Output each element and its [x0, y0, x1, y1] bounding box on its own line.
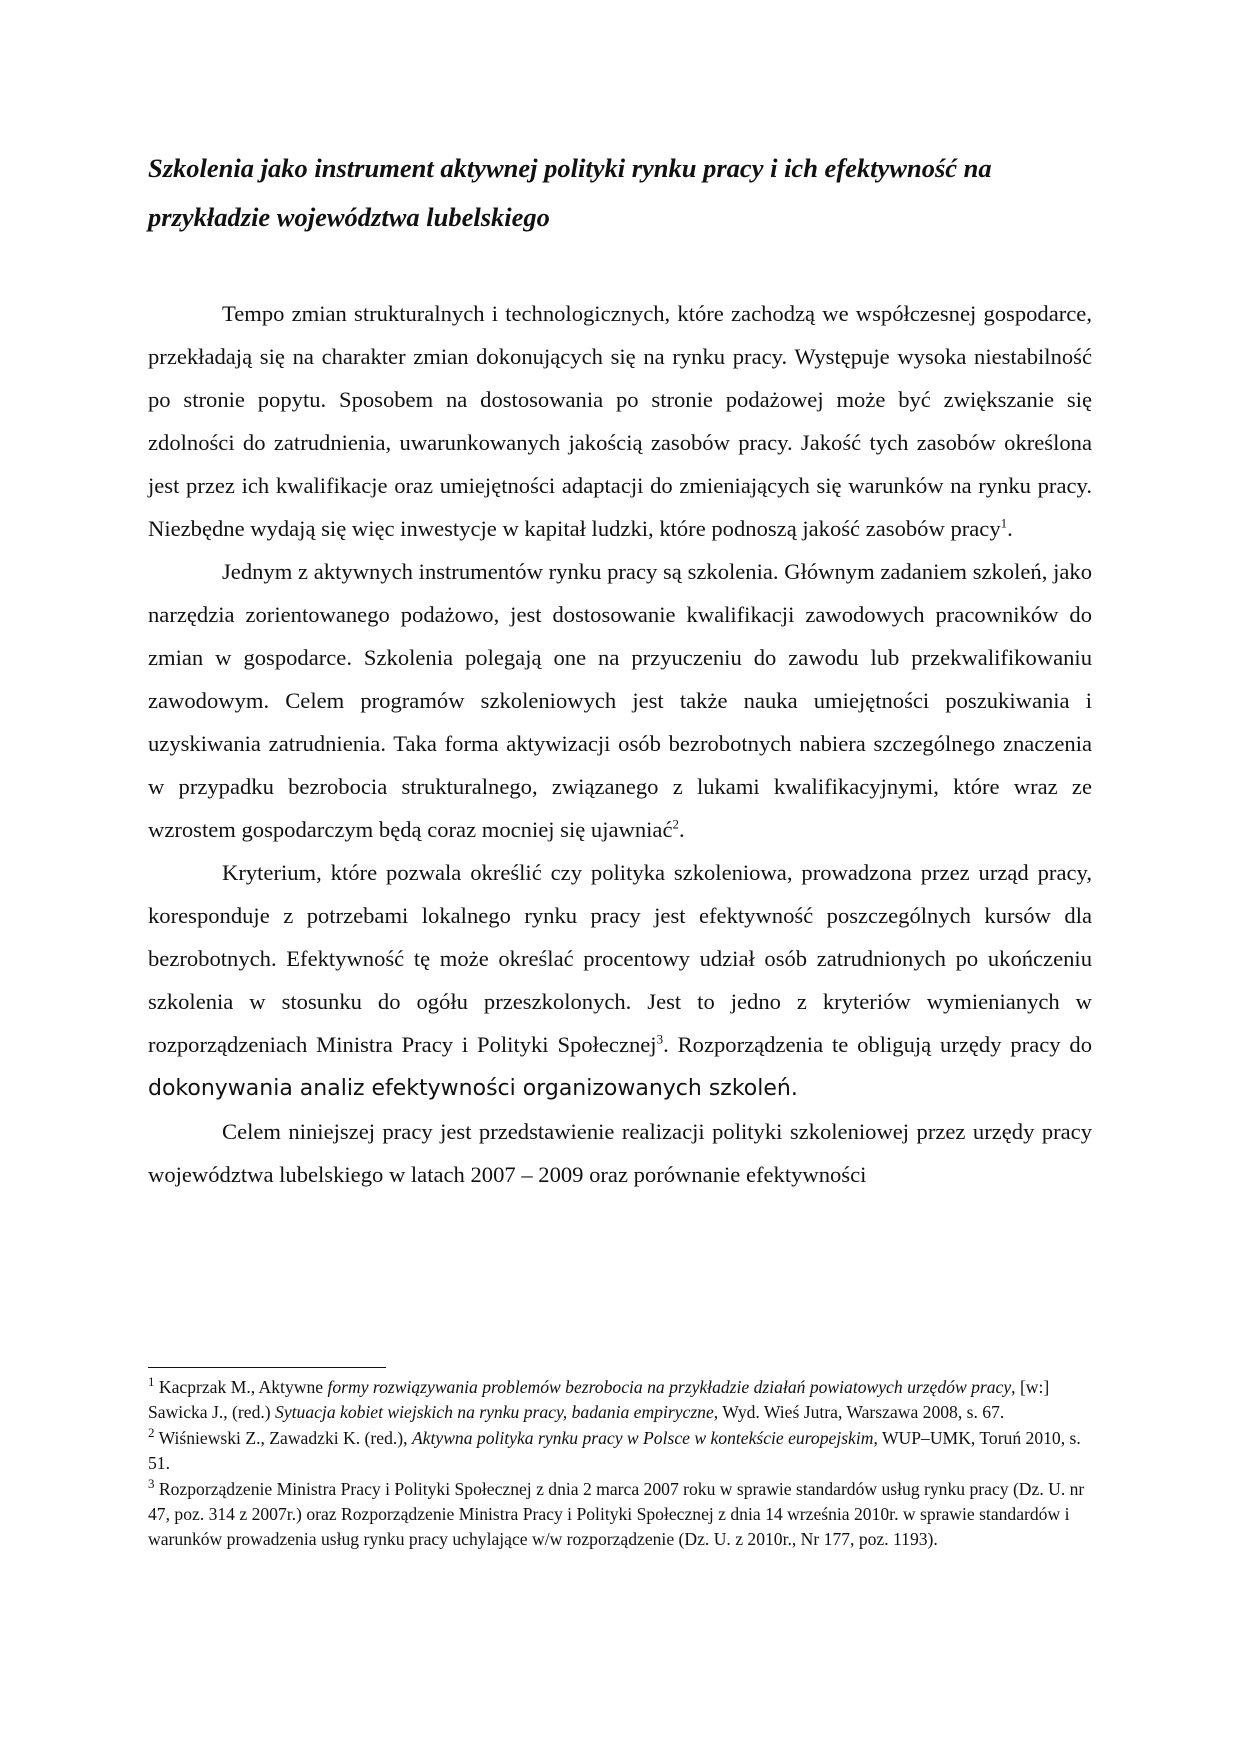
- footnote-2: [148, 1426, 1092, 1477]
- footnote-1-part-c: , [w:] Sawicka J., (red.): [148, 1377, 1050, 1423]
- footnote-1-part-a: Kacprzak M., Aktywne: [154, 1377, 328, 1397]
- paragraph-2-text: Jednym z aktywnych instrumentów rynku pracy są szkolenia. Głównym zadaniem szkoleń, jako narzędzia zorientowanego podażowo, jest dostosowanie kwalifikacji zawodowych pracowników do zmian w gospodarce. Szkolenia polegają one na przyuczeniu do zawodu lub przekwalifikowaniu zawodowym. Celem programów szkoleniowych jest także nauka umiejętności poszukiwania i uzyskiwania zatrudnienia. Taka forma aktywizacji osób bezrobotnych nabiera szczególnego znaczenia w przypadku bezrobocia strukturalnego, związanego z lukami kwalifikacyjnymi, które wraz ze wzrostem gospodarczym będą coraz mocniej się ujawniać: [148, 559, 1092, 842]
- footnote-ref-1: 1: [1000, 515, 1008, 531]
- paragraph-3-text: Kryterium, które pozwala określić czy polityka szkoleniowa, prowadzona przez urząd pracy, koresponduje z potrzebami lokalnego rynku pracy jest efektywność poszczególnych kursów dla bezrobotnych. Efektywność tę może określać procentowy udział osób zatrudnionych po ukończeniu szkolenia w stosunku do ogółu przeszkolonych. Jest to jedno z kryteriów wymienianych w rozporządzeniach Ministra Pracy i Polityki Społecznej: [148, 860, 1092, 1057]
- paragraph-4: [148, 1110, 1092, 1196]
- footnote-ref-2: 2: [672, 816, 679, 832]
- paragraph-1-text: Tempo zmian strukturalnych i technologicznych, które zachodzą we współczesnej gospodarce, przekładają się na charakter zmian dokonujących się na rynku pracy. Występuje wysoka niestabilność po stronie popytu. Sposobem na dostosowania po stronie podażowej może być zwiększanie się zdolności do zatrudnienia, uwarunkowanych jakością zasobów pracy. Jakość tych zasobów określona jest przez ich kwalifikacje oraz umiejętności adaptacji do zmieniających się warunków na rynku pracy. Niezbędne wydają się więc inwestycje w kapitał ludzki, które podnoszą jakość zasobów pracy: [148, 301, 1092, 541]
- footnote-2-part-a: Wiśniewski Z., Zawadzki K. (red.),: [154, 1427, 412, 1448]
- document-title: Szkolenia jako instrument aktywnej polityki rynku pracy i ich efektywność na przykładzie województwa lubelskiego: [148, 153, 992, 232]
- paragraph-3-mid: . Rozporządzenia te obligują urzędy pracy do: [663, 1032, 1092, 1057]
- footnote-1-part-e: , Wyd. Wieś Jutra, Warszawa 2008, s. 67.: [713, 1402, 1005, 1423]
- footnote-2-number: 2: [148, 1424, 155, 1440]
- footnote-ref-3: 3: [656, 1031, 664, 1047]
- footnote-1-italic-book: Sytuacja kobiet wiejskich na rynku pracy, badania empiryczne: [275, 1402, 714, 1423]
- paragraph-2: [148, 550, 1092, 851]
- paragraph-3: [148, 851, 1092, 1110]
- footnotes: [148, 1375, 1092, 1553]
- footnote-1-italic-title: formy rozwiązywania problemów bezrobocia na przykładzie działań powiatowych urzędów pracy: [327, 1377, 1012, 1397]
- footnote-1: [148, 1375, 1092, 1426]
- paragraph-1-end: .: [1007, 516, 1013, 541]
- paragraph-1: [148, 292, 1092, 550]
- footnote-1-number: 1: [148, 1374, 155, 1390]
- footnote-3-text: Rozporządzenie Ministra Pracy i Polityki Społecznej z dnia 2 marca 2007 roku w sprawie standardów usług rynku pracy (Dz. U. nr 47, poz. 314 z 2007r.) oraz Rozporządzenie Ministra Pracy i Polityki Społecznej z dnia 14 września 2010r. w sprawie standardów i warunków prowadzenia usług rynku pracy uchylające w/w rozporządzenie (Dz. U. z 2010r., Nr 177, poz. 1193).: [148, 1478, 1085, 1550]
- paragraph-3-sans-text: dokonywania analiz efektywności organizowanych szkoleń.: [148, 1076, 798, 1101]
- paragraph-2-end: .: [678, 817, 685, 842]
- paragraph-4-text: Celem niniejszej pracy jest przedstawienie realizacji polityki szkoleniowej przez urzędy pracy województwa lubelskiego w latach 2007 – 2009 oraz porównanie efektywności: [148, 1119, 1092, 1187]
- footnote-separator: [148, 1367, 386, 1368]
- footnote-2-italic-title: Aktywna polityka rynku pracy w Polsce w kontekście europejskim: [411, 1427, 874, 1448]
- document-body: [148, 292, 1092, 1196]
- footnote-2-part-c: , WUP–UMK, Toruń 2010, s. 51.: [148, 1427, 1081, 1474]
- footnote-3-number: 3: [148, 1475, 155, 1491]
- footnote-3: [148, 1477, 1092, 1553]
